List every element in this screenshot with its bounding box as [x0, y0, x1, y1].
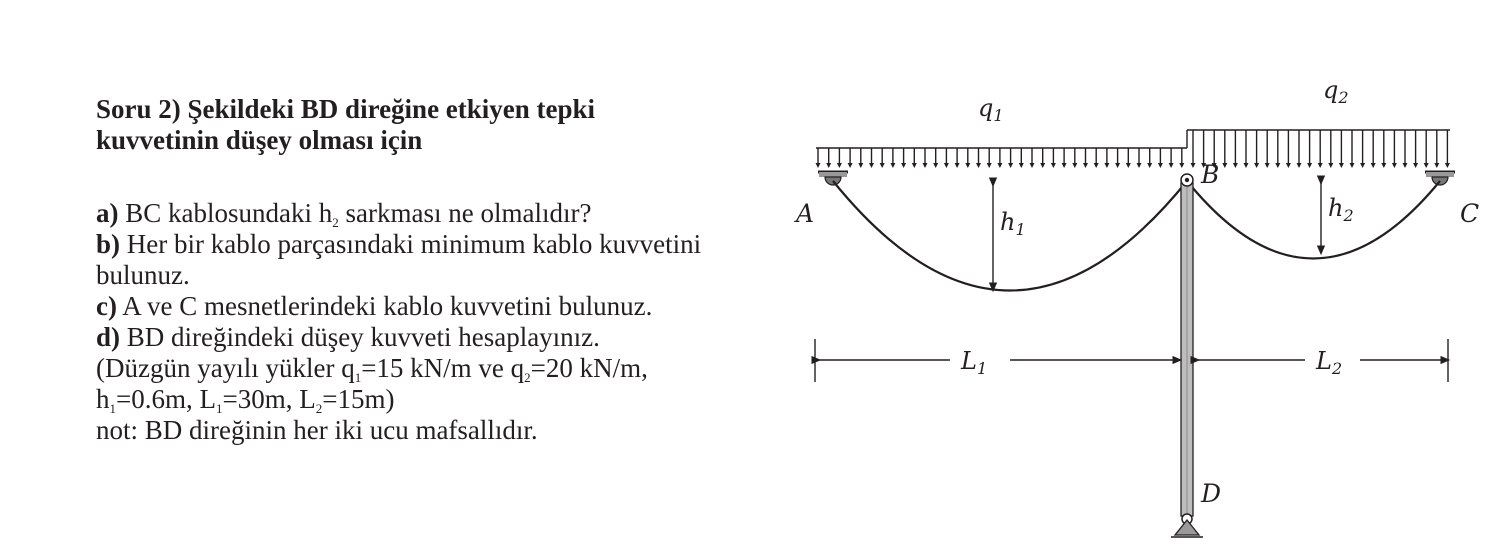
given-values-line1: (Düzgün yayılı yükler $q_1=15$ kN/m ve $q_2=20$ kN/m,: [96, 353, 648, 385]
load-arrowhead: [858, 163, 863, 168]
load-arrowhead: [1158, 163, 1163, 168]
load-arrowhead: [1403, 163, 1408, 168]
item-a-text-after: sarkması ne olmalıdır?: [338, 198, 592, 228]
load-arrowhead: [901, 163, 906, 168]
load-arrowhead: [1286, 163, 1291, 168]
load-arrowhead: [1169, 163, 1174, 168]
load-arrowhead: [1137, 163, 1142, 168]
load-arrowhead: [912, 163, 917, 168]
item-b-cont: bulunuz.: [96, 260, 190, 290]
load-arrowhead: [965, 163, 970, 168]
load-arrowhead: [1350, 163, 1355, 168]
load-arrowhead: [955, 163, 960, 168]
item-b-text: Her bir kablo parçasındaki minimum kablo kuvvetini: [120, 229, 702, 259]
load-arrowhead: [880, 163, 885, 168]
load-q1: [816, 148, 1188, 168]
load-arrowhead: [1147, 163, 1152, 168]
item-c-prefix: c): [96, 291, 117, 321]
item-c-text: A ve C mesnetlerindeki kablo kuvvetini bulunuz.: [116, 291, 653, 321]
load-arrowhead: [1392, 163, 1397, 168]
load-arrowhead: [1445, 163, 1450, 168]
label-d: D: [1201, 479, 1222, 508]
load-arrowhead: [1191, 163, 1196, 168]
load-arrowhead: [848, 163, 853, 168]
column-bd: [1181, 183, 1193, 516]
dimension-l1: [815, 339, 1178, 382]
label-q2: $q_2$: [1323, 76, 1349, 107]
support-c: [1425, 172, 1455, 185]
item-b-prefix: b): [96, 229, 121, 259]
load-arrowhead: [1179, 163, 1184, 168]
label-l2: $L_2$: [1316, 347, 1343, 378]
load-arrowhead: [826, 163, 831, 168]
load-arrowhead: [933, 163, 938, 168]
load-arrowhead: [1104, 163, 1109, 168]
load-arrowhead: [1424, 163, 1429, 168]
load-arrowhead: [1083, 163, 1088, 168]
question-title-line1: Soru 2) Şekildeki BD direğine etkiyen tepki: [96, 94, 596, 124]
item-d-prefix: d): [96, 322, 121, 352]
item-a-text: BC kablosundaki h: [118, 198, 333, 228]
load-arrowhead: [1413, 163, 1418, 168]
label-q1: $q_1$: [978, 94, 1004, 125]
load-arrowhead: [816, 163, 821, 168]
load-arrowhead: [1360, 163, 1365, 168]
load-arrowhead: [1233, 163, 1238, 168]
label-b: B: [1201, 160, 1220, 189]
load-arrowhead: [869, 163, 874, 168]
load-arrowhead: [1328, 163, 1333, 168]
question-title-line2: kuvvetinin düşey olması için: [96, 125, 423, 155]
load-arrowhead: [1339, 163, 1344, 168]
load-arrowhead: [1094, 163, 1099, 168]
load-arrowhead: [1434, 163, 1439, 168]
item-a-sub: 2: [332, 215, 339, 230]
load-arrowhead: [997, 163, 1002, 168]
load-arrowhead: [1307, 163, 1312, 168]
load-arrowhead: [1008, 163, 1013, 168]
load-arrowhead: [1040, 163, 1045, 168]
load-arrowhead: [1381, 163, 1386, 168]
load-arrowhead: [1030, 163, 1035, 168]
load-arrowhead: [944, 163, 949, 168]
load-arrowhead: [1318, 163, 1323, 168]
load-arrowhead: [1072, 163, 1077, 168]
load-arrowhead: [1062, 163, 1067, 168]
label-h1: $h_1$: [1000, 208, 1026, 239]
load-arrowhead: [1115, 163, 1120, 168]
load-arrowhead: [1275, 163, 1280, 168]
load-arrowhead: [1254, 163, 1259, 168]
cable-bc: [1187, 181, 1440, 259]
load-arrowhead: [890, 163, 895, 168]
load-arrowhead: [1222, 163, 1227, 168]
load-arrowhead: [1126, 163, 1131, 168]
load-arrowhead: [1019, 163, 1024, 168]
label-l1: $L_1$: [961, 347, 988, 378]
label-c: C: [1460, 199, 1480, 228]
note-text: not: BD direğinin her iki ucu mafsallıdır.: [96, 415, 538, 445]
load-arrowhead: [923, 163, 928, 168]
support-d: [1171, 514, 1203, 537]
pin-b: [1181, 174, 1193, 186]
load-arrowhead: [976, 163, 981, 168]
load-arrowhead: [1244, 163, 1249, 168]
item-d-text: BD direğindeki düşey kuvveti hesaplayınız.: [120, 322, 600, 352]
item-a-prefix: a): [96, 198, 119, 228]
load-arrowhead: [987, 163, 992, 168]
support-a: [818, 172, 848, 185]
load-arrowhead: [1297, 163, 1302, 168]
label-h2: $h_2$: [1328, 194, 1354, 225]
load-arrowhead: [837, 163, 842, 168]
given-values-line2: $h_1=0.6m$, $L_1=30m$, $L_2=15m$): [96, 384, 395, 416]
load-q2: [1187, 130, 1450, 168]
load-arrowhead: [1051, 163, 1056, 168]
label-a: A: [796, 199, 815, 228]
load-arrowhead: [1371, 163, 1376, 168]
load-arrowhead: [1265, 163, 1270, 168]
